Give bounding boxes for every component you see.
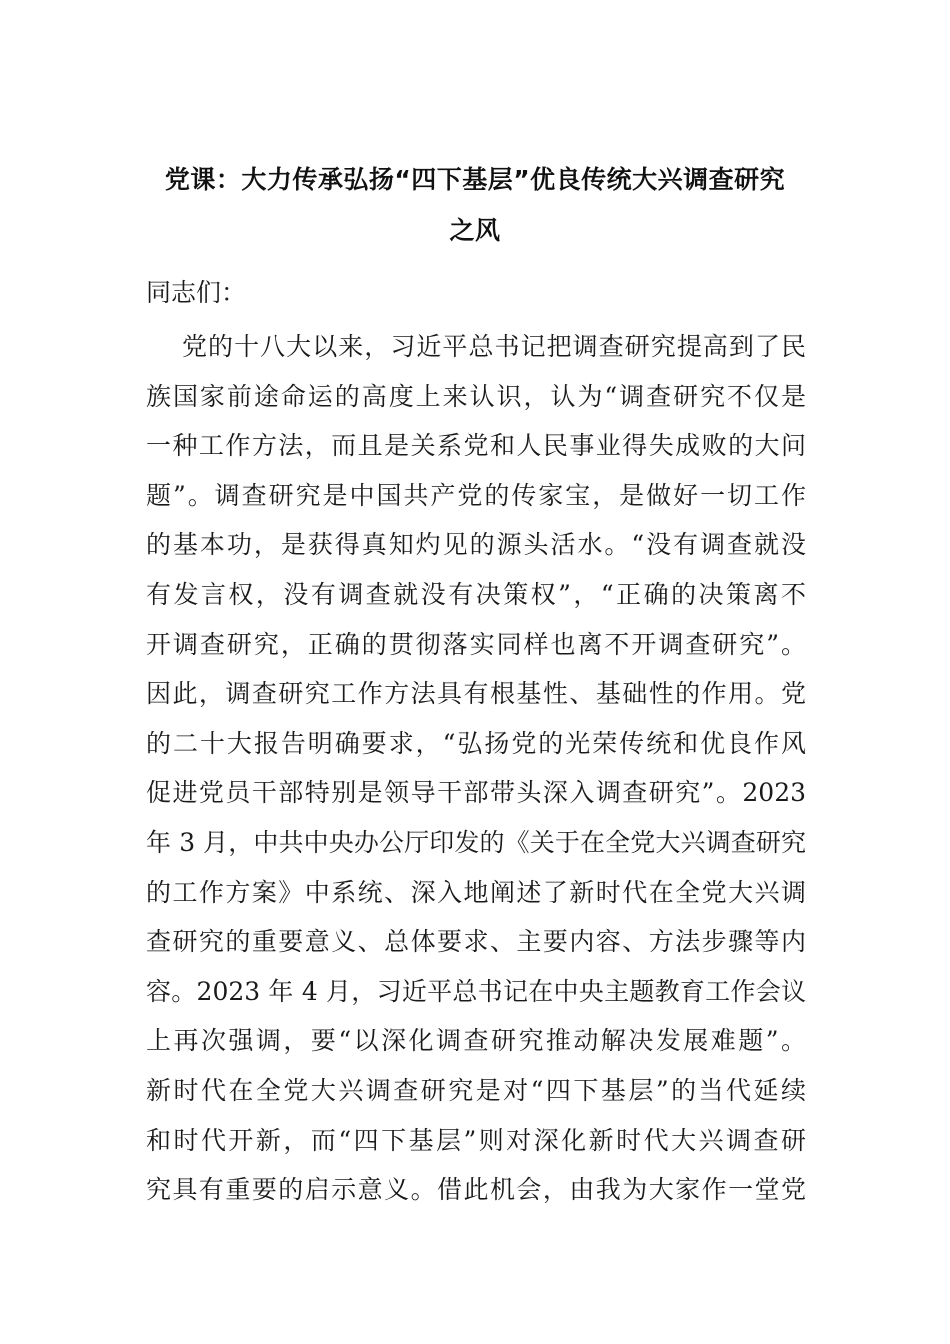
paragraph-line: 党的十八大以来，习近平总书记把调查研究提高到了民 [182,332,806,361]
paragraph-line: 开调查研究，正确的贯彻落实同样也离不开调查研究”。 [146,629,806,659]
paragraph-line: 和时代开新，而“四下基层”则对深化新时代大兴调查研 [146,1125,806,1155]
paragraph-line: 有发言权，没有调查就没有决策权”，“正确的决策离不 [146,579,806,609]
salutation: 同志们： [146,278,247,307]
paragraph-line: 上再次强调，要“以深化调查研究推动解决发展难题”。 [146,1026,806,1056]
document-title-line-2: 之风 [449,216,501,245]
paragraph-line: 因此，调查研究工作方法具有根基性、基础性的作用。党 [146,679,806,709]
paragraph-line: 题”。调查研究是中国共产党的传家宝，是做好一切工作 [146,480,806,510]
paragraph-line: 的基本功，是获得真知灼见的源头活水。“没有调查就没 [146,530,806,560]
paragraph-line: 查研究的重要意义、总体要求、主要内容、方法步骤等内 [146,927,806,957]
document-title-line-1: 党课：大力传承弘扬“四下基层”优良传统大兴调查研究 [164,165,786,194]
paragraph-line: 促进党员干部特别是领导干部带头深入调查研究”。2023 [146,778,806,808]
paragraph-line: 新时代在全党大兴调查研究是对“四下基层”的当代延续 [146,1075,806,1105]
body-paragraph [146,322,806,1215]
paragraph-line: 的二十大报告明确要求，“弘扬党的光荣传统和优良作风 [146,728,806,758]
paragraph-line: 一种工作方法，而且是关系党和人民事业得失成败的大问 [146,431,806,461]
paragraph-line: 容。2023 年 4 月，习近平总书记在中央主题教育工作会议 [146,976,806,1006]
paragraph-line: 年 3 月，中共中央办公厅印发的《关于在全党大兴调查研究 [146,827,806,857]
paragraph-line: 的工作方案》中系统、深入地阐述了新时代在全党大兴调 [146,877,806,907]
paragraph-line: 究具有重要的启示意义。借此机会，由我为大家作一堂党 [146,1175,806,1205]
paragraph-line: 族国家前途命运的高度上来认识，认为“调查研究不仅是 [146,381,806,411]
